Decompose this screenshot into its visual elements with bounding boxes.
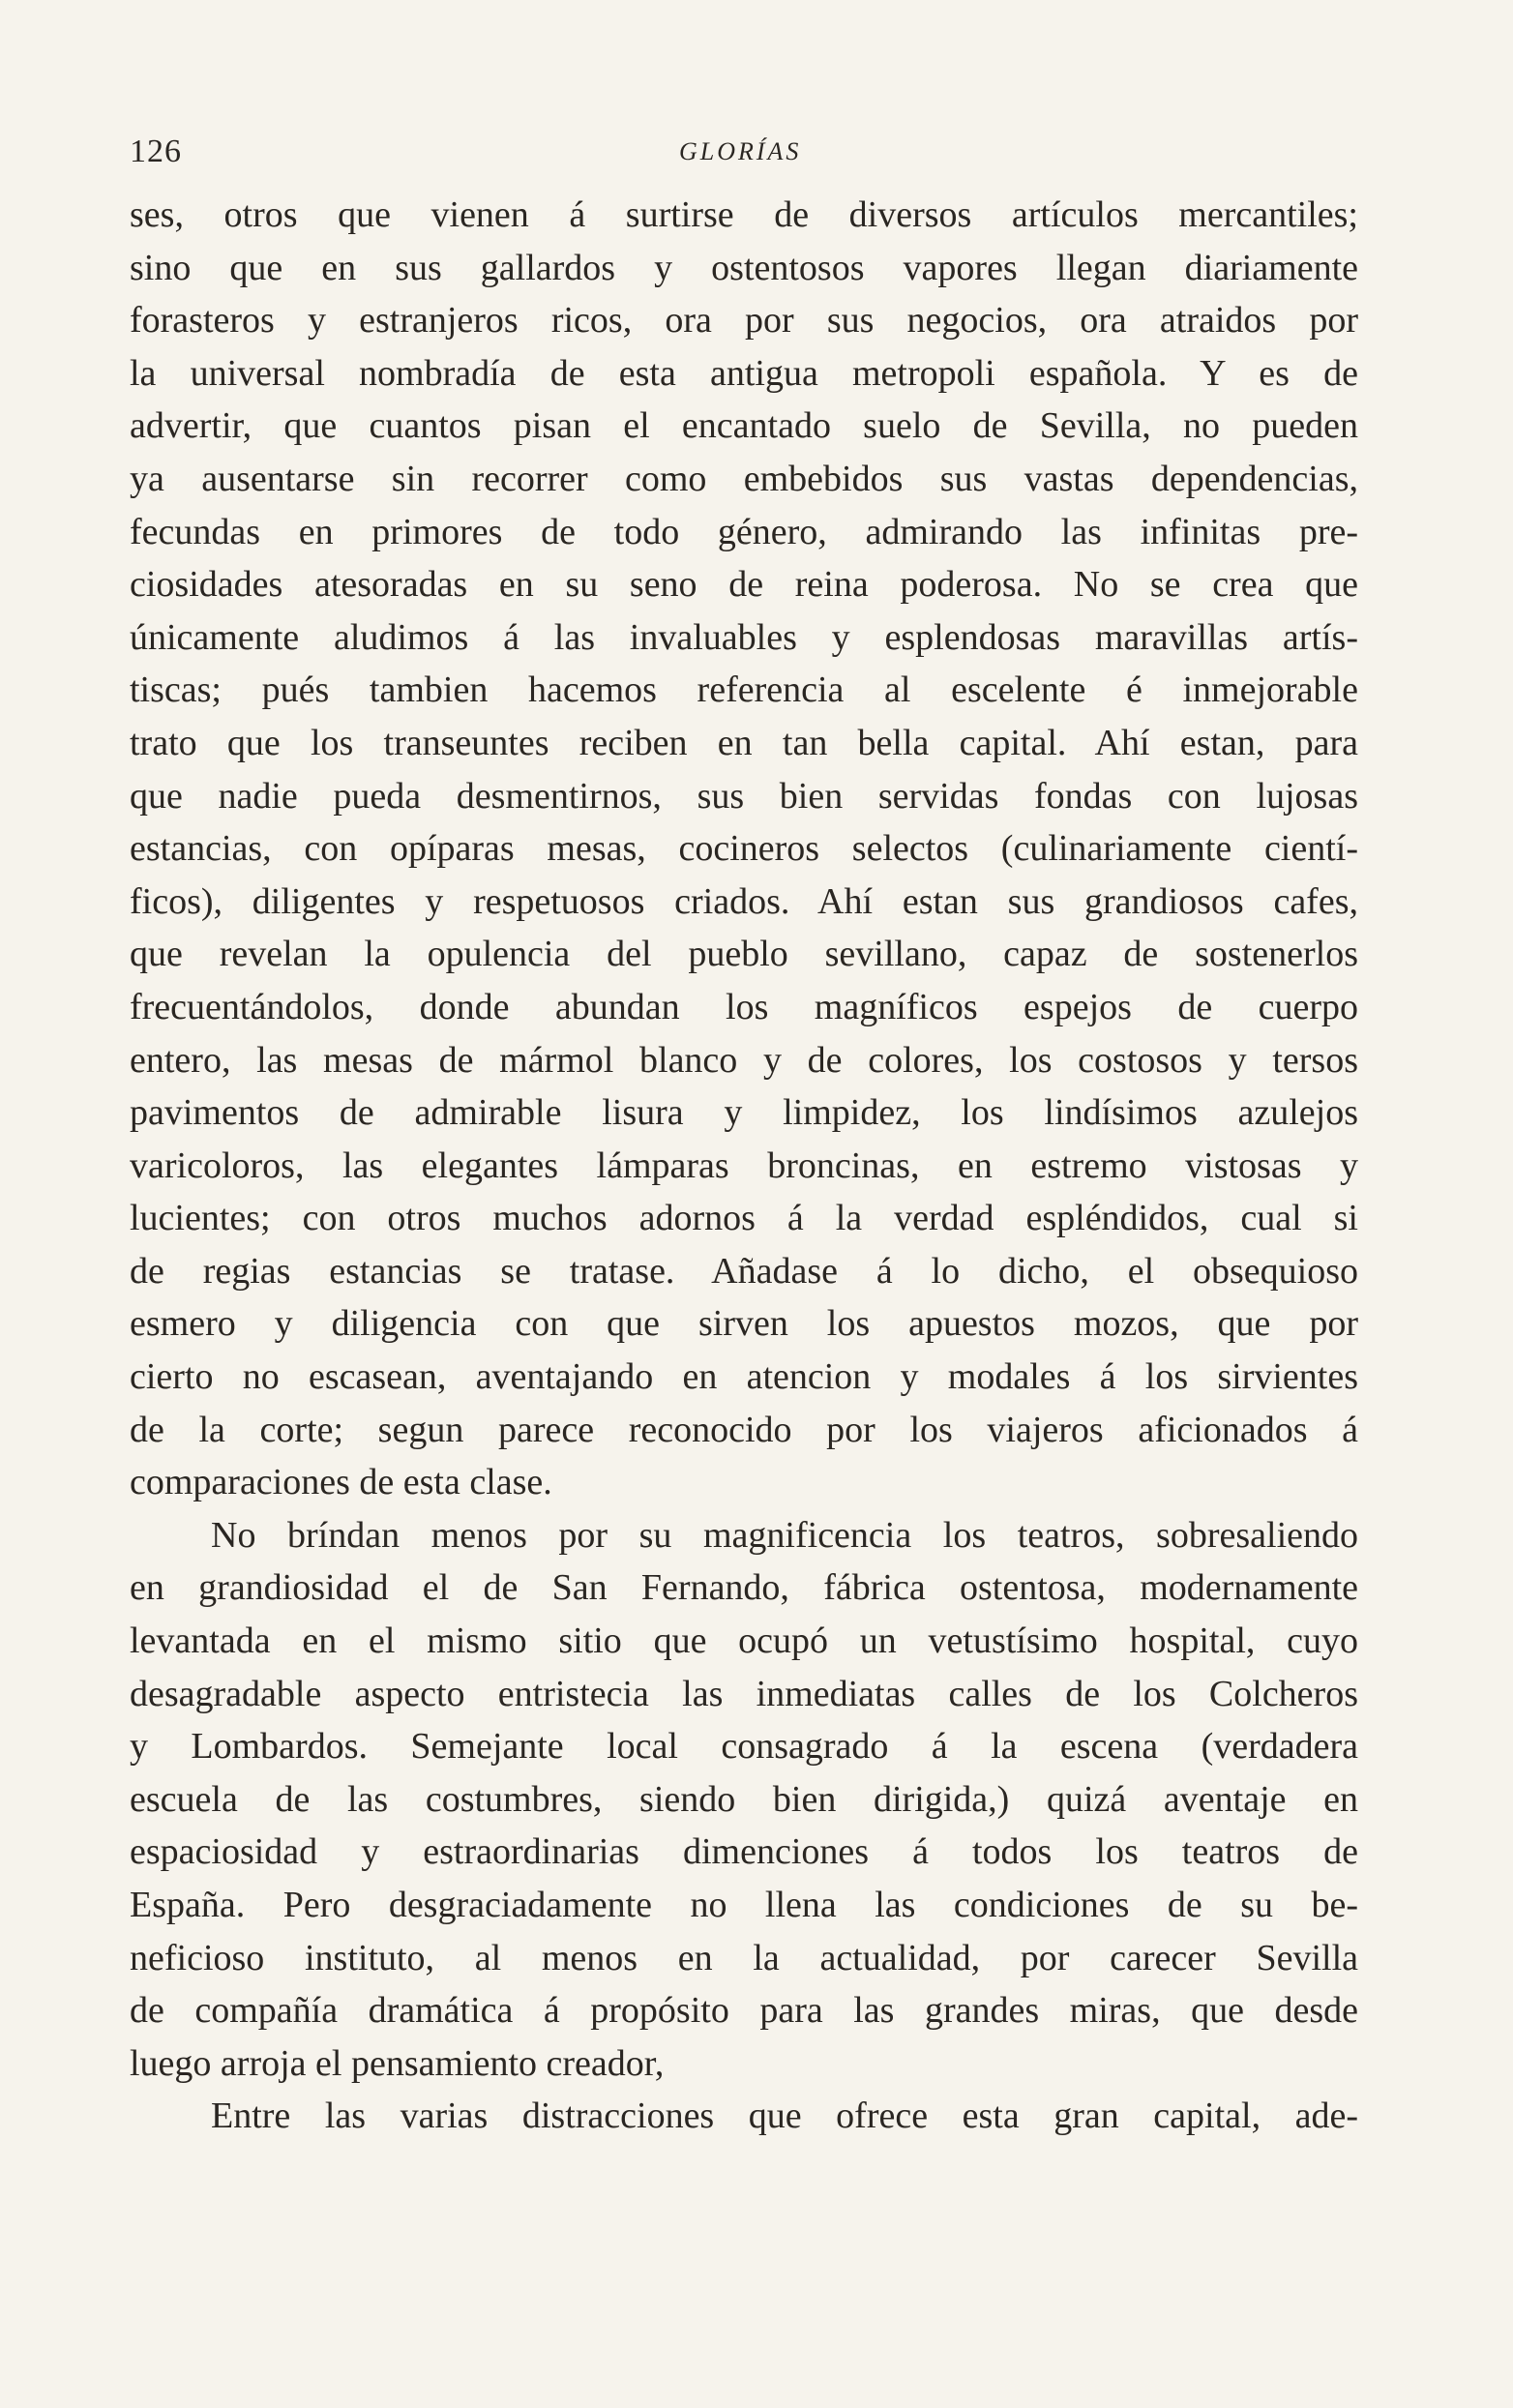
text-line: escuela de las costumbres, siendo bien dirigida,) quizá aventaje en	[130, 1778, 1358, 1820]
text-line: sino que en sus gallardos y ostentosos vapores llegan diariamente	[130, 247, 1358, 288]
text-line: trato que los transeuntes reciben en tan bella capital. Ahí estan, para	[130, 722, 1358, 763]
text-line: de la corte; segun parece reconocido por los viajeros aficionados á	[130, 1409, 1358, 1450]
text-line: tiscas; pués tambien hacemos referencia al escelente é inmejorable	[130, 669, 1358, 711]
text-line: de regias estancias se tratase. Añadase á lo dicho, el obsequioso	[130, 1250, 1358, 1292]
text-line: desagradable aspecto entristecia las inmediatas calles de los Colcheros	[130, 1673, 1358, 1714]
text-line: forasteros y estranjeros ricos, ora por sus negocios, ora atraidos por	[130, 300, 1358, 342]
text-line: lucientes; con otros muchos adornos á la verdad espléndidos, cual si	[130, 1198, 1358, 1239]
text-line: que nadie pueda desmentirnos, sus bien servidas fondas con lujosas	[130, 775, 1358, 817]
body-text	[130, 189, 1358, 2143]
text-line: frecuentándolos, donde abundan los magníficos espejos de cuerpo	[130, 986, 1358, 1027]
text-line: varicoloros, las elegantes lámparas broncinas, en estremo vistosas y	[130, 1145, 1358, 1186]
text-line: estancias, con opíparas mesas, cocineros selectos (culinariamente cientí-	[130, 828, 1358, 870]
text-line: comparaciones de esta clase.	[130, 1462, 552, 1503]
text-line: la universal nombradía de esta antigua metropoli española. Y es de	[130, 352, 1358, 394]
text-line: espaciosidad y estraordinarias dimenciones á todos los teatros de	[130, 1831, 1358, 1873]
text-line: advertir, que cuantos pisan el encantado suelo de Sevilla, no pueden	[130, 405, 1358, 447]
text-line: No bríndan menos por su magnificencia los teatros, sobresaliendo	[211, 1514, 1358, 1556]
text-line: esmero y diligencia con que sirven los apuestos mozos, que por	[130, 1303, 1358, 1345]
text-line: ya ausentarse sin recorrer como embebidos sus vastas dependencias,	[130, 458, 1358, 499]
text-line: pavimentos de admirable lisura y limpidez, los lindísimos azulejos	[130, 1092, 1358, 1134]
text-line: ficos), diligentes y respetuosos criados. Ahí estan sus grandiosos cafes,	[130, 880, 1358, 922]
text-line: únicamente aludimos á las invaluables y esplendosas maravillas artís-	[130, 616, 1358, 658]
text-line: y Lombardos. Semejante local consagrado á la escena (verdadera	[130, 1726, 1358, 1768]
text-line: neficioso instituto, al menos en la actualidad, por carecer Sevilla	[130, 1937, 1358, 1978]
text-line: Entre las varias distracciones que ofrece esta gran capital, ade-	[211, 2096, 1358, 2137]
text-line: ses, otros que vienen á surtirse de diversos artículos mercantiles;	[130, 194, 1358, 235]
text-line: España. Pero desgraciadamente no llena las condiciones de su be-	[130, 1885, 1358, 1925]
text-line: de compañía dramática á propósito para las grandes miras, que desde	[130, 1990, 1358, 2032]
text-line: fecundas en primores de todo género, admirando las infinitas pre-	[130, 511, 1358, 552]
page-number: 126	[130, 134, 182, 169]
text-line: levantada en el mismo sitio que ocupó un vetustísimo hospital, cuyo	[130, 1620, 1358, 1662]
text-line: cierto no escasean, aventajando en atencion y modales á los sirvientes	[130, 1356, 1358, 1398]
text-line: que revelan la opulencia del pueblo sevillano, capaz de sostenerlos	[130, 934, 1358, 975]
running-head	[130, 134, 1349, 172]
text-line: en grandiosidad el de San Fernando, fábrica ostentosa, modernamente	[130, 1567, 1358, 1609]
text-line: ciosidades atesoradas en su seno de reina poderosa. No se crea que	[130, 564, 1358, 606]
text-line: entero, las mesas de mármol blanco y de colores, los costosos y tersos	[130, 1039, 1358, 1081]
text-line: luego arroja el pensamiento creador,	[130, 2042, 665, 2084]
running-title: GLORÍAS	[679, 137, 802, 165]
